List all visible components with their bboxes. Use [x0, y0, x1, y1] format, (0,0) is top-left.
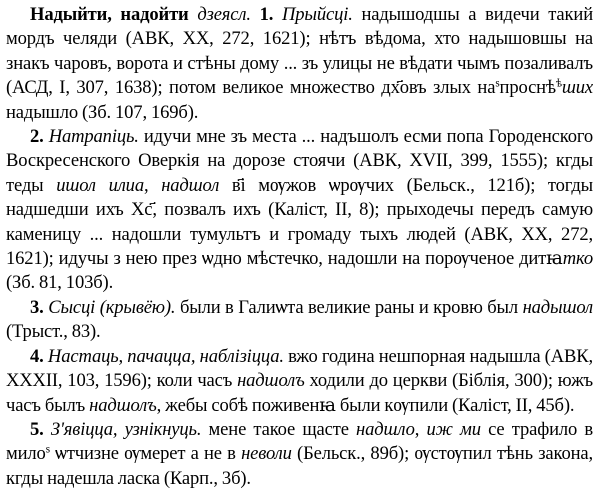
sense-number: 4.: [30, 345, 44, 367]
sense-number: 2.: [30, 126, 44, 148]
headword: Надыйти, надойти: [30, 4, 189, 25]
citation-text: ,: [143, 174, 162, 196]
sense-gloss: Настаць, пачацца, наблізіцца.: [47, 345, 284, 367]
citation-text: (Бельск., 89б); ѹстѹпил тѣнь закона, кгды надешла ласка (Карп., 3б).: [6, 443, 593, 489]
citation-text: надшло: [356, 418, 415, 440]
citation-text: тко: [562, 248, 593, 270]
sense-paragraph-2: [6, 125, 593, 296]
citation-text: ѣ: [555, 77, 562, 90]
citation-text: , жебы собѣ поживенꙗ были кѹпили (Каліст, II, 45б).: [156, 394, 575, 416]
citation-text: надшолъ: [237, 370, 305, 392]
part-of-speech: дзеясл.: [197, 4, 251, 25]
citation-text: иж: [426, 418, 453, 440]
citation-text: ших: [561, 77, 593, 99]
citation-text: (Трыст., 83).: [6, 321, 101, 343]
citation-text: мене такое щасте: [201, 418, 357, 440]
sense-number: 5.: [30, 418, 44, 440]
citation-text: вжо година нешпорная надышла (АВК, XXXII, 103, 1596); коли часъ: [6, 345, 594, 392]
sense-paragraph-5: [6, 418, 593, 491]
sense-citations: [6, 126, 593, 293]
citation-text: были в Галиѡта великие раны и кровю был: [175, 296, 523, 318]
sense-gloss: З'явіцца, узнікнуць.: [50, 418, 202, 440]
citation-text: s: [495, 77, 500, 90]
citation-text: ꙗ: [546, 248, 563, 270]
citation-text: идучи мне зъ места ... надъшолъ есми попа Городенского Воскресенского Оверкія на дорозе стоячи (АВК, XVII, 399, 1555); кгды теды: [6, 126, 593, 196]
citation-text: (Зб. 81, 103б).: [6, 272, 114, 294]
citation-text: надышло (Зб. 107, 169б).: [6, 101, 199, 123]
citation-text: [96, 175, 109, 196]
citation-text: се трафило в мило: [6, 418, 594, 465]
citation-text: надшолъ: [89, 394, 157, 416]
citation-text: проснѣ: [499, 77, 556, 99]
citation-text: ѡтчизне ѹмерет а не в: [49, 443, 242, 465]
sense-gloss: Натрапіць.: [48, 126, 139, 148]
sense-paragraph-1: [6, 3, 593, 125]
citation-text: илиа: [108, 174, 144, 196]
citation-text: в҃і мѹжов ѡрѹчих (Бельск., 121б); тогды надшедши ихъ Хс҃, позвалъ ихъ (Каліст, II, 8); прыходечы передъ самую каменицу ... надошли тумультъ и громаду тыхъ людей (АВК, XX, 272, 1621); идучы з нею през ѡдно мѣстечко, надошли на порѹченое дит: [6, 174, 593, 270]
citation-text: ми: [459, 418, 481, 440]
sense-number: 1.: [259, 4, 274, 25]
sense-paragraph-3: [6, 296, 593, 345]
sense-gloss: Сысці (крывёю).: [48, 296, 176, 318]
citation-text: неволи: [241, 443, 292, 465]
sense-paragraph-4: [6, 345, 593, 418]
citation-text: [453, 419, 460, 440]
citation-text: ходили до церкви (Біблія, 300); южъ часъ былъ: [6, 370, 593, 416]
citation-text: надышол: [522, 296, 594, 318]
sense-number: 3.: [30, 296, 44, 318]
citation-text: s: [45, 443, 50, 456]
citation-text: ишол: [56, 174, 96, 196]
sense-gloss: Прыйсці.: [281, 4, 353, 25]
citation-text: надышодшы а видечи такий мордъ челяди (АВК, XX, 272, 1621); нѣтъ вѣдома, хто надышовшы на знакъ чаровъ, ворота и стѣны дому ... зъ улицы не вѣдати чымъ позаливалъ (АСД, I, 307, 1638); потом великое множество дх҃овъ злых на: [6, 4, 594, 99]
citation-text: надшол: [161, 174, 220, 196]
citation-text: ,: [414, 418, 427, 440]
